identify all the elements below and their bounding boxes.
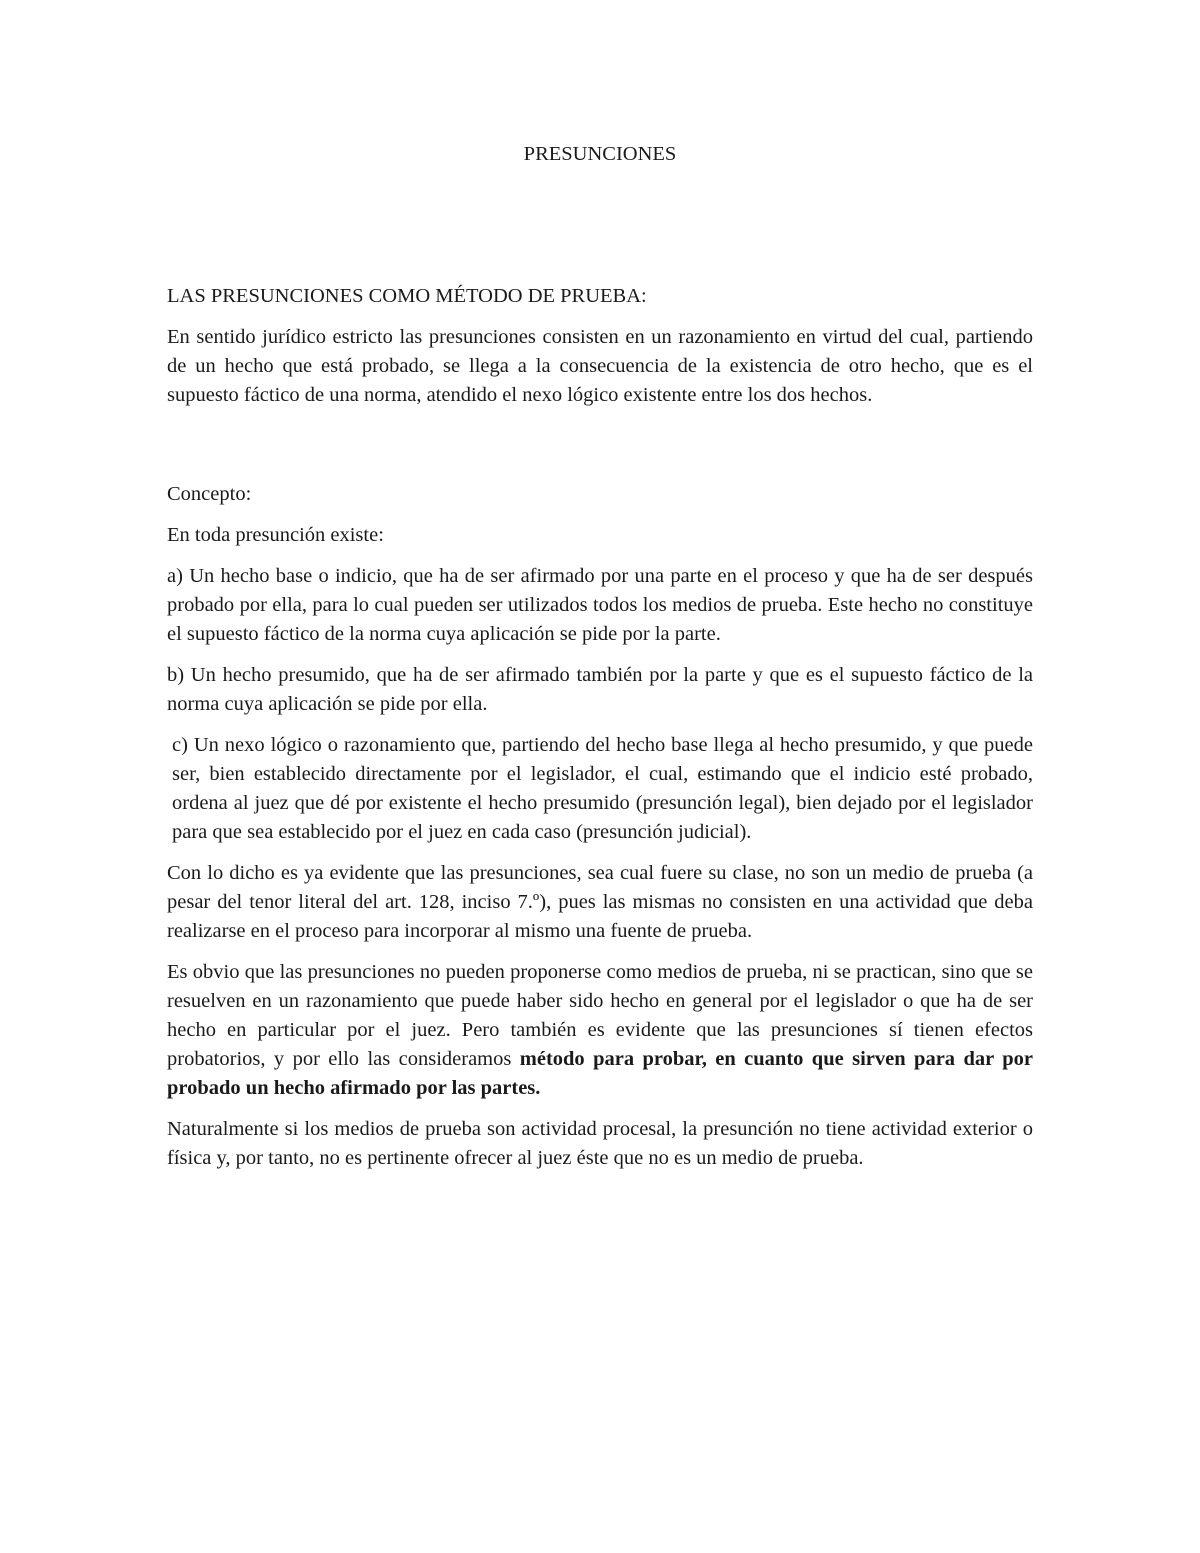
paragraph-naturalmente: Naturalmente si los medios de prueba son actividad procesal, la presunción no tiene actividad exterior o física y, por tanto, no es pertinente ofrecer al juez éste que no es un medio de prueba. — [167, 1118, 1033, 1169]
paragraph-dicho: Con lo dicho es ya evidente que las presunciones, sea cual fuere su clase, no son un medio de prueba (a pesar del tenor literal del art. 128, inciso 7.º), pues las mismas no consisten en una actividad que deba realizarse en el proceso para incorporar al mismo una fuente de prueba. — [167, 862, 1033, 942]
list-item-b: b) Un hecho presumido, que ha de ser afirmado también por la parte y que es el supuesto fáctico de la norma cuya aplicación se pide por ella. — [167, 664, 1033, 715]
list-item-a: a) Un hecho base o indicio, que ha de ser afirmado por una parte en el proceso y que ha de ser después probado por ella, para lo cual pueden ser utilizados todos los medios de prueba. Este hecho no constituye el supuesto fáctico de la norma cuya aplicación se pide por la parte. — [167, 565, 1033, 645]
list-item-c: c) Un nexo lógico o razonamiento que, partiendo del hecho base llega al hecho presumido, y que puede ser, bien establecido directamente por el legislador, el cual, estimando que el indicio esté probado, ordena al juez que dé por existente el hecho presumido (presunción legal), bien dejado por el legislador para que sea establecido por el juez en cada caso (presunción judicial). — [172, 734, 1033, 843]
document-title: PRESUNCIONES — [523, 143, 677, 165]
document-body — [167, 140, 1033, 1173]
concept-intro: En toda presunción existe: — [167, 524, 384, 546]
section-heading: LAS PRESUNCIONES COMO MÉTODO DE PRUEBA: — [167, 285, 647, 307]
paragraph-obvio-text: Es obvio que las presunciones no pueden proponerse como medios de prueba, ni se practican, sino que se resuelven en un razonamiento que puede haber sido hecho en general por el legislador o que ha de ser hecho en particular por el juez. Pero también es evidente que las presunciones sí tienen efectos probatorios, y por ello las consideramos — [167, 961, 1033, 1070]
paragraph-obvio — [167, 958, 1033, 1103]
intro-paragraph: En sentido jurídico estricto las presunciones consisten en un razonamiento en virtud del cual, partiendo de un hecho que está probado, se llega a la consecuencia de la existencia de otro hecho, que es el supuesto fáctico de una norma, atendido el nexo lógico existente entre los dos hechos. — [167, 326, 1033, 406]
paragraph-obvio-bold: método para probar, en cuanto que sirven para dar por probado un hecho afirmado por las partes. — [167, 1048, 1033, 1099]
concept-heading: Concepto: — [167, 483, 252, 505]
